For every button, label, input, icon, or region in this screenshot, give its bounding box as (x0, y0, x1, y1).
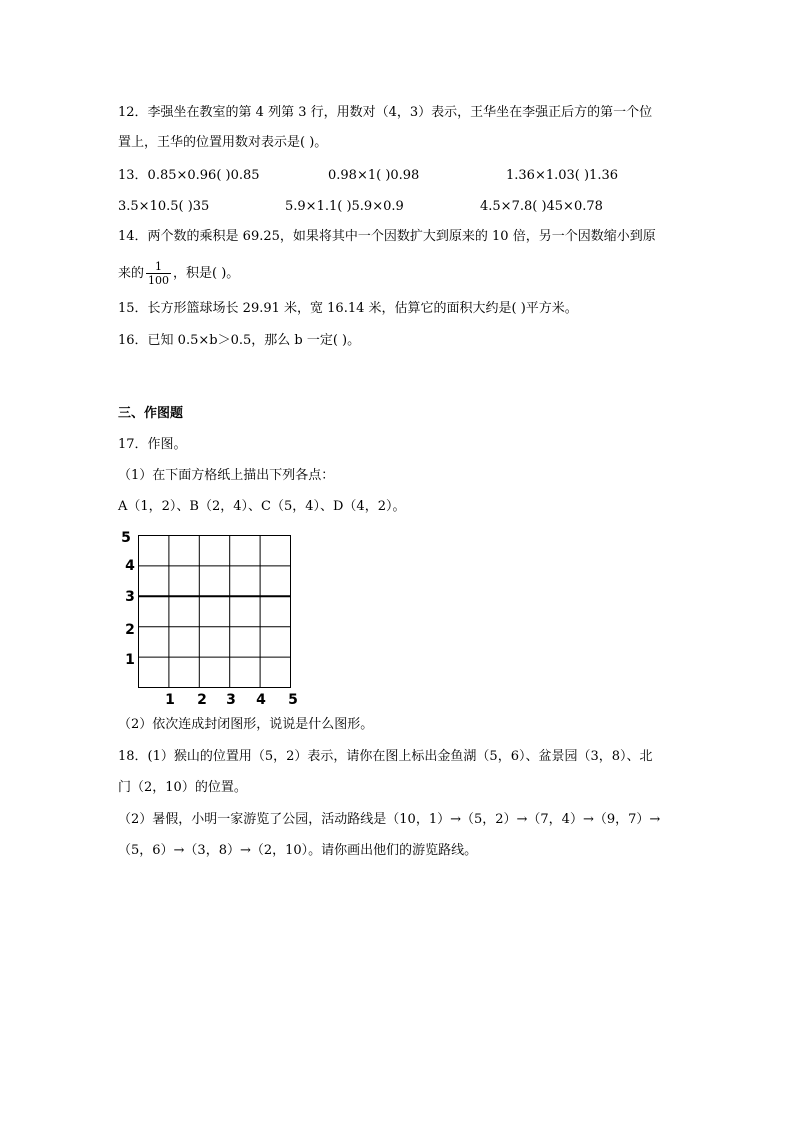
q17-title: 17．作图。 (118, 437, 187, 452)
q18-line4: （5，6）→（3，8）→（2，10）。请你画出他们的游览路线。 (118, 843, 478, 858)
q12-line2: 置上，王华的位置用数对表示是( )。 (118, 135, 328, 150)
q12-line1: 12．李强坐在教室的第 4 列第 3 行，用数对（4，3）表示，王华坐在李强正后方的第一个位 (118, 105, 653, 120)
x-label-2: 2 (197, 692, 207, 708)
grid-lines (139, 536, 291, 688)
q13-item-1: 13．0.85×0.96( )0.85 (118, 168, 260, 183)
q13-item-4: 3.5×10.5( )35 (118, 199, 210, 214)
q14-fraction (146, 260, 171, 287)
q14-suffix: ，积是( )。 (173, 266, 240, 281)
x-label-5: 5 (288, 692, 298, 708)
q18-line1: 18．(1）猴山的位置用（5，2）表示，请你在图上标出金鱼湖（5，6）、盆景园（3，8）、北 (118, 749, 653, 764)
grid-border (139, 536, 291, 688)
q18-line2: 门（2，10）的位置。 (118, 780, 247, 795)
q16-text: 16．已知 0.5×b＞0.5，那么 b 一定( )。 (118, 333, 361, 348)
q13-item-5: 5.9×1.1( )5.9×0.9 (285, 199, 404, 214)
x-label-3: 3 (226, 692, 236, 708)
q14-prefix: 来的 (118, 266, 145, 281)
grid-svg (118, 525, 318, 715)
q13-item-3: 1.36×1.03( )1.36 (506, 168, 619, 183)
q14-frac-denominator: 100 (148, 274, 170, 287)
y-label-5: 5 (121, 530, 131, 546)
q17-part1: （1）在下面方格纸上描出下列各点： (118, 468, 335, 483)
x-label-4: 4 (256, 692, 266, 708)
q13-item-6: 4.5×7.8( )45×0.78 (480, 199, 603, 214)
section-title: 三、作图题 (118, 406, 184, 421)
coordinate-grid (118, 525, 318, 715)
y-label-1: 1 (125, 652, 135, 668)
y-label-2: 2 (125, 622, 135, 638)
y-label-4: 4 (125, 558, 135, 574)
q15-text: 15．长方形篮球场长 29.91 米，宽 16.14 米，估算它的面积大约是( )平方米。 (118, 301, 578, 316)
q14-line2 (118, 257, 239, 291)
q14-frac-numerator: 1 (146, 260, 171, 274)
q14-line1: 14．两个数的乘积是 69.25，如果将其中一个因数扩大到原来的 10 倍，另一个因数缩小到原 (118, 229, 656, 244)
x-label-1: 1 (165, 692, 175, 708)
q13-item-2: 0.98×1( )0.98 (328, 168, 420, 183)
y-label-3: 3 (125, 589, 135, 605)
q17-points: A（1，2）、B（2，4）、C（5，4）、D（4，2）。 (118, 499, 406, 514)
q18-line3: （2）暑假，小明一家游览了公园，活动路线是（10，1）→（5，2）→（7，4）→（9，7）→ (118, 812, 661, 827)
q17-part2: （2）依次连成封闭图形，说说是什么图形。 (118, 717, 374, 732)
